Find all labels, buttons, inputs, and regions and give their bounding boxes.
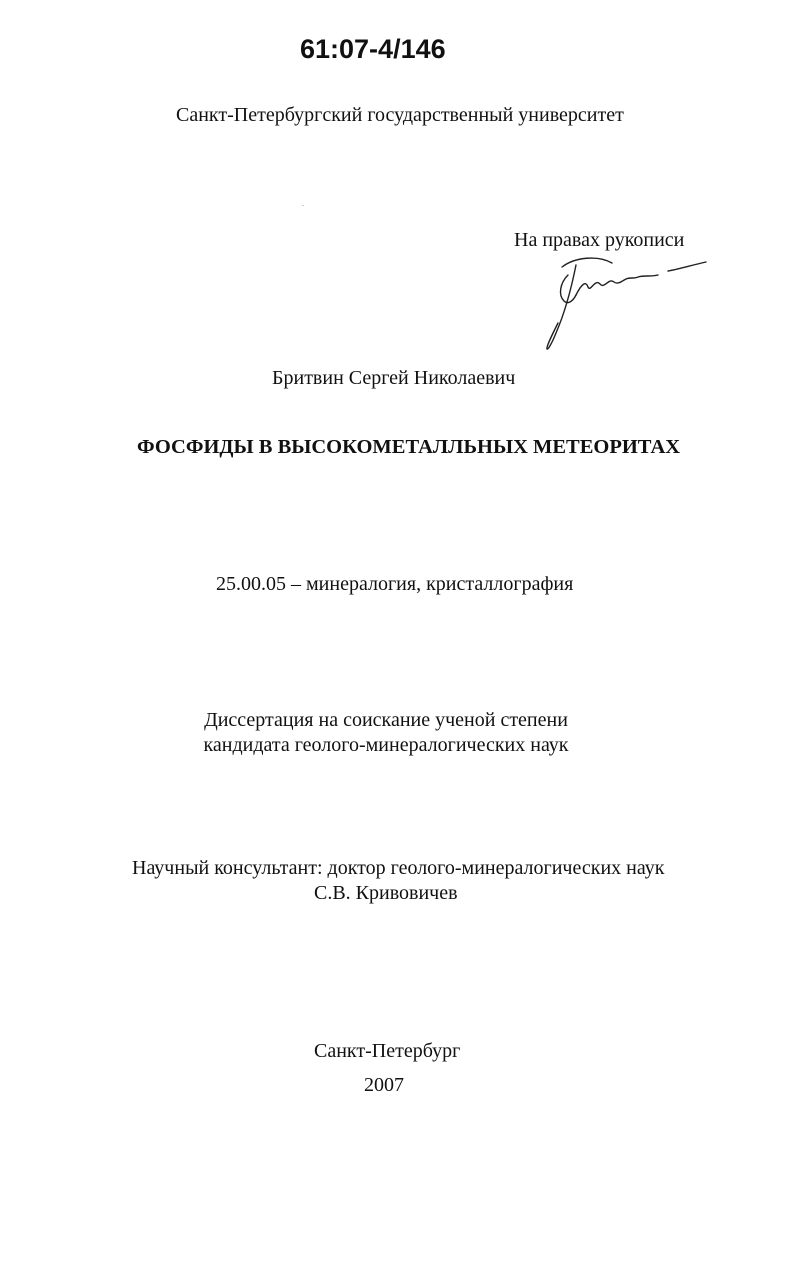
degree-line-2: кандидата геолого-минералогических наук: [203, 734, 569, 756]
specialty-code: 25.00.05 – минералогия, кристаллография: [216, 573, 574, 595]
catalog-number: 61:07-4/146: [300, 34, 446, 64]
manuscript-note: На правах рукописи: [514, 229, 685, 251]
thesis-title: ФОСФИДЫ В ВЫСОКОМЕТАЛЛЬНЫХ МЕТЕОРИТАХ: [137, 436, 681, 458]
university-name: Санкт-Петербургский государственный университет: [176, 104, 624, 126]
scan-speck: [302, 205, 304, 206]
author-name: Бритвин Сергей Николаевич: [272, 367, 516, 389]
year: 2007: [364, 1074, 404, 1096]
degree-statement: [0, 708, 772, 758]
handwritten-signature-icon: [540, 255, 715, 355]
consultant-label: Научный консультант: доктор геолого-минералогических наук: [132, 857, 665, 879]
degree-line-1: Диссертация на соискание ученой степени: [204, 709, 568, 731]
consultant-name: С.В. Кривовичев: [314, 882, 458, 904]
city: Санкт-Петербург: [314, 1040, 461, 1062]
